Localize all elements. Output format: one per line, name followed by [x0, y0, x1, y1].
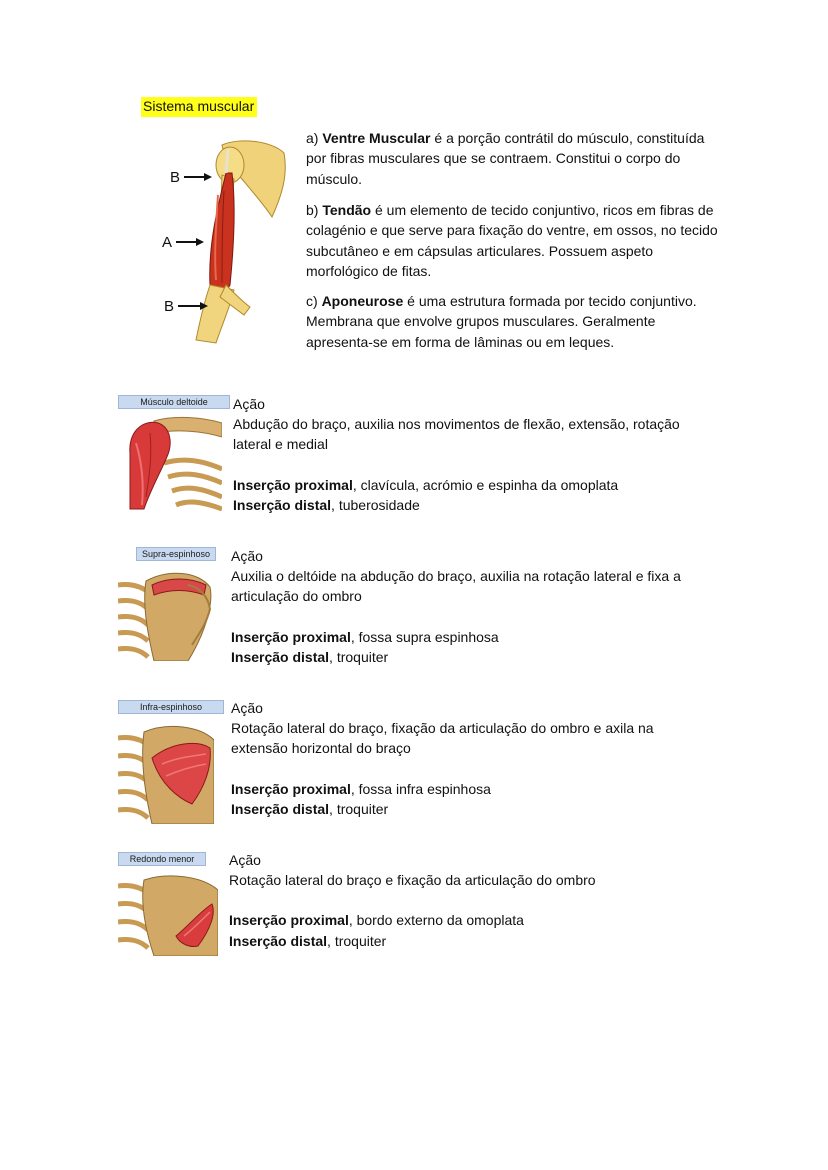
- muscle-label-infra-espinhoso: Infra-espinhoso: [118, 700, 224, 714]
- definition-tendao: b) Tendão é um elemento de tecido conjuntivo, ricos em fibras de colagénio e que serve para fixação do ventre, em ossos, no tecido subcutâneo e em cápsulas articulares. Possuem aspeto morfológico de fitas.: [306, 202, 718, 280]
- insercao-distal: Inserção distal, tuberosidade: [233, 496, 420, 513]
- label-a: A: [162, 234, 173, 251]
- muscle-label-redondo-menor: Redondo menor: [118, 852, 206, 866]
- muscle-label-deltoide: Músculo deltoide: [118, 395, 230, 409]
- definition-ventre-muscular: a) Ventre Muscular é a porção contrátil do músculo, constituída por fibras musculares que se contraem. Constitui o corpo do músculo.: [306, 130, 705, 187]
- label-b-top: B: [170, 169, 181, 186]
- acao-heading: Ação: [233, 396, 265, 412]
- insercao-proximal: Inserção proximal, fossa supra espinhosa: [231, 628, 499, 645]
- redondo-menor-illustration: [118, 870, 218, 956]
- page-title: Sistema muscular: [141, 97, 257, 117]
- insercao-distal: Inserção distal, troquiter: [231, 800, 389, 817]
- acao-heading: Ação: [231, 548, 263, 564]
- acao-heading: Ação: [231, 700, 263, 716]
- acao-text: Rotação lateral do braço e fixação da articulação do ombro: [229, 872, 596, 889]
- insercao-distal: Inserção distal, troquiter: [229, 932, 387, 949]
- muscle-text-infra-espinhoso: [231, 698, 701, 819]
- muscle-label-supra-espinhoso: Supra-espinhoso: [136, 547, 216, 561]
- muscle-text-redondo-menor: [229, 850, 699, 951]
- infra-espinhoso-illustration: [118, 718, 214, 824]
- arm-muscle-diagram: [160, 135, 295, 347]
- insercao-distal: Inserção distal, troquiter: [231, 648, 389, 665]
- insercao-proximal: Inserção proximal, clavícula, acrómio e espinha da omoplata: [233, 476, 619, 493]
- definition-aponeurose: c) Aponeurose é uma estrutura formada por tecido conjuntivo. Membrana que envolve grupos musculares. Geralmente apresenta-se em forma de lâminas ou em leques.: [306, 293, 697, 350]
- muscle-text-supra-espinhoso: [231, 546, 701, 667]
- acao-heading: Ação: [229, 852, 261, 868]
- acao-text: Abdução do braço, auxilia nos movimentos de flexão, extensão, rotação lateral e medial: [233, 416, 680, 453]
- acao-text: Rotação lateral do braço, fixação da articulação do ombro e axila na extensão horizontal do braço: [231, 720, 654, 757]
- insercao-proximal: Inserção proximal, fossa infra espinhosa: [231, 780, 491, 797]
- muscle-text-deltoide: [233, 394, 703, 515]
- insercao-proximal: Inserção proximal, bordo externo da omoplata: [229, 912, 524, 929]
- acao-text: Auxilia o deltóide na abdução do braço, auxilia na rotação lateral e fixa a articulação do ombro: [231, 568, 681, 605]
- label-b-bottom: B: [164, 298, 175, 315]
- deltoide-illustration: [124, 413, 222, 511]
- supra-espinhoso-illustration: [118, 565, 214, 661]
